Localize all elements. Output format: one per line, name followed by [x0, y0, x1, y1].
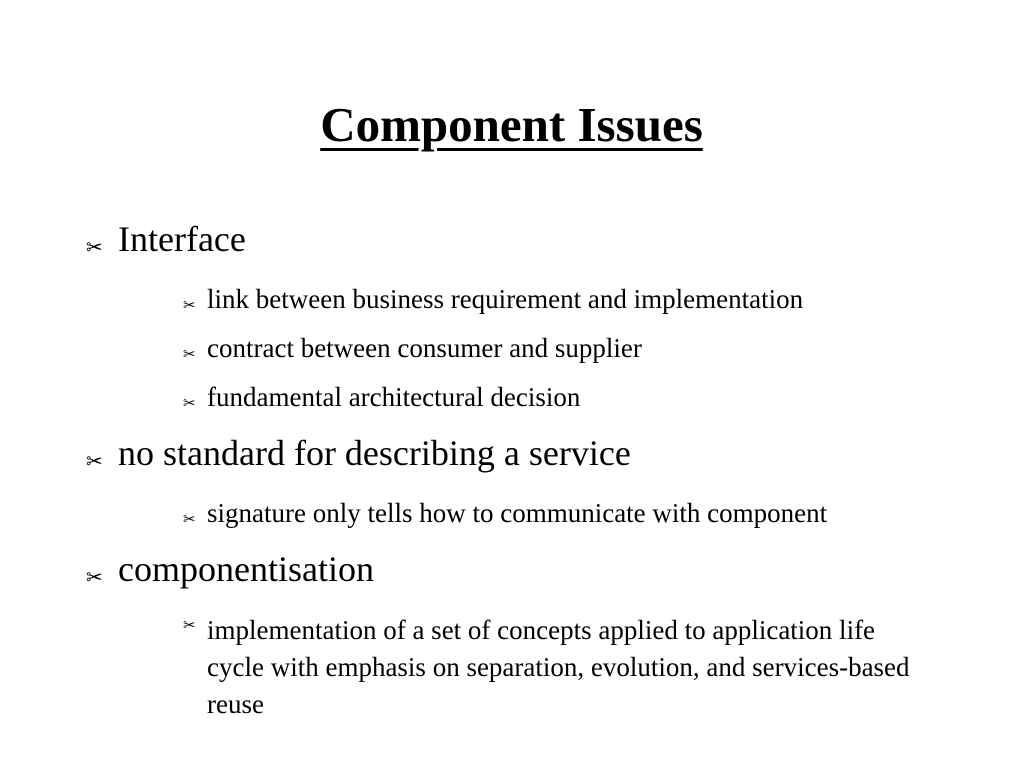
bullet-item-level1 [86, 550, 374, 590]
scissors-icon: ✂ [86, 564, 103, 589]
bullet-item-level2 [183, 612, 943, 723]
scissors-icon: ✂ [86, 234, 103, 259]
scissors-icon: ✂ [86, 448, 103, 473]
bullet-text: signature only tells how to communicate with component [207, 498, 828, 528]
bullet-item-level2 [183, 285, 803, 315]
bullet-text: contract between consumer and supplier [207, 333, 642, 363]
bullet-item-level2 [183, 383, 580, 413]
bullet-text: no standard for describing a service [118, 433, 631, 473]
bullet-text: componentisation [118, 549, 374, 589]
scissors-icon: ✂ [183, 509, 196, 528]
bullet-item-level1 [86, 434, 631, 474]
bullet-text: implementation of a set of concepts applied to application life cycle with emphasis on separation, evolution, and services-based reuse [207, 615, 910, 719]
bullet-text: link between business requirement and implementation [207, 284, 804, 314]
bullet-item-level1 [86, 220, 246, 260]
bullet-text: fundamental architectural decision [207, 382, 581, 412]
bullet-item-level2 [183, 334, 642, 364]
slide-title: Component Issues [320, 97, 703, 152]
scissors-icon: ✂ [183, 344, 196, 363]
scissors-icon: ✂ [183, 393, 196, 412]
bullet-item-level2 [183, 499, 827, 529]
scissors-icon: ✂ [183, 295, 196, 314]
bullet-text: Interface [118, 219, 246, 259]
scissors-icon: ✂ [183, 616, 196, 634]
